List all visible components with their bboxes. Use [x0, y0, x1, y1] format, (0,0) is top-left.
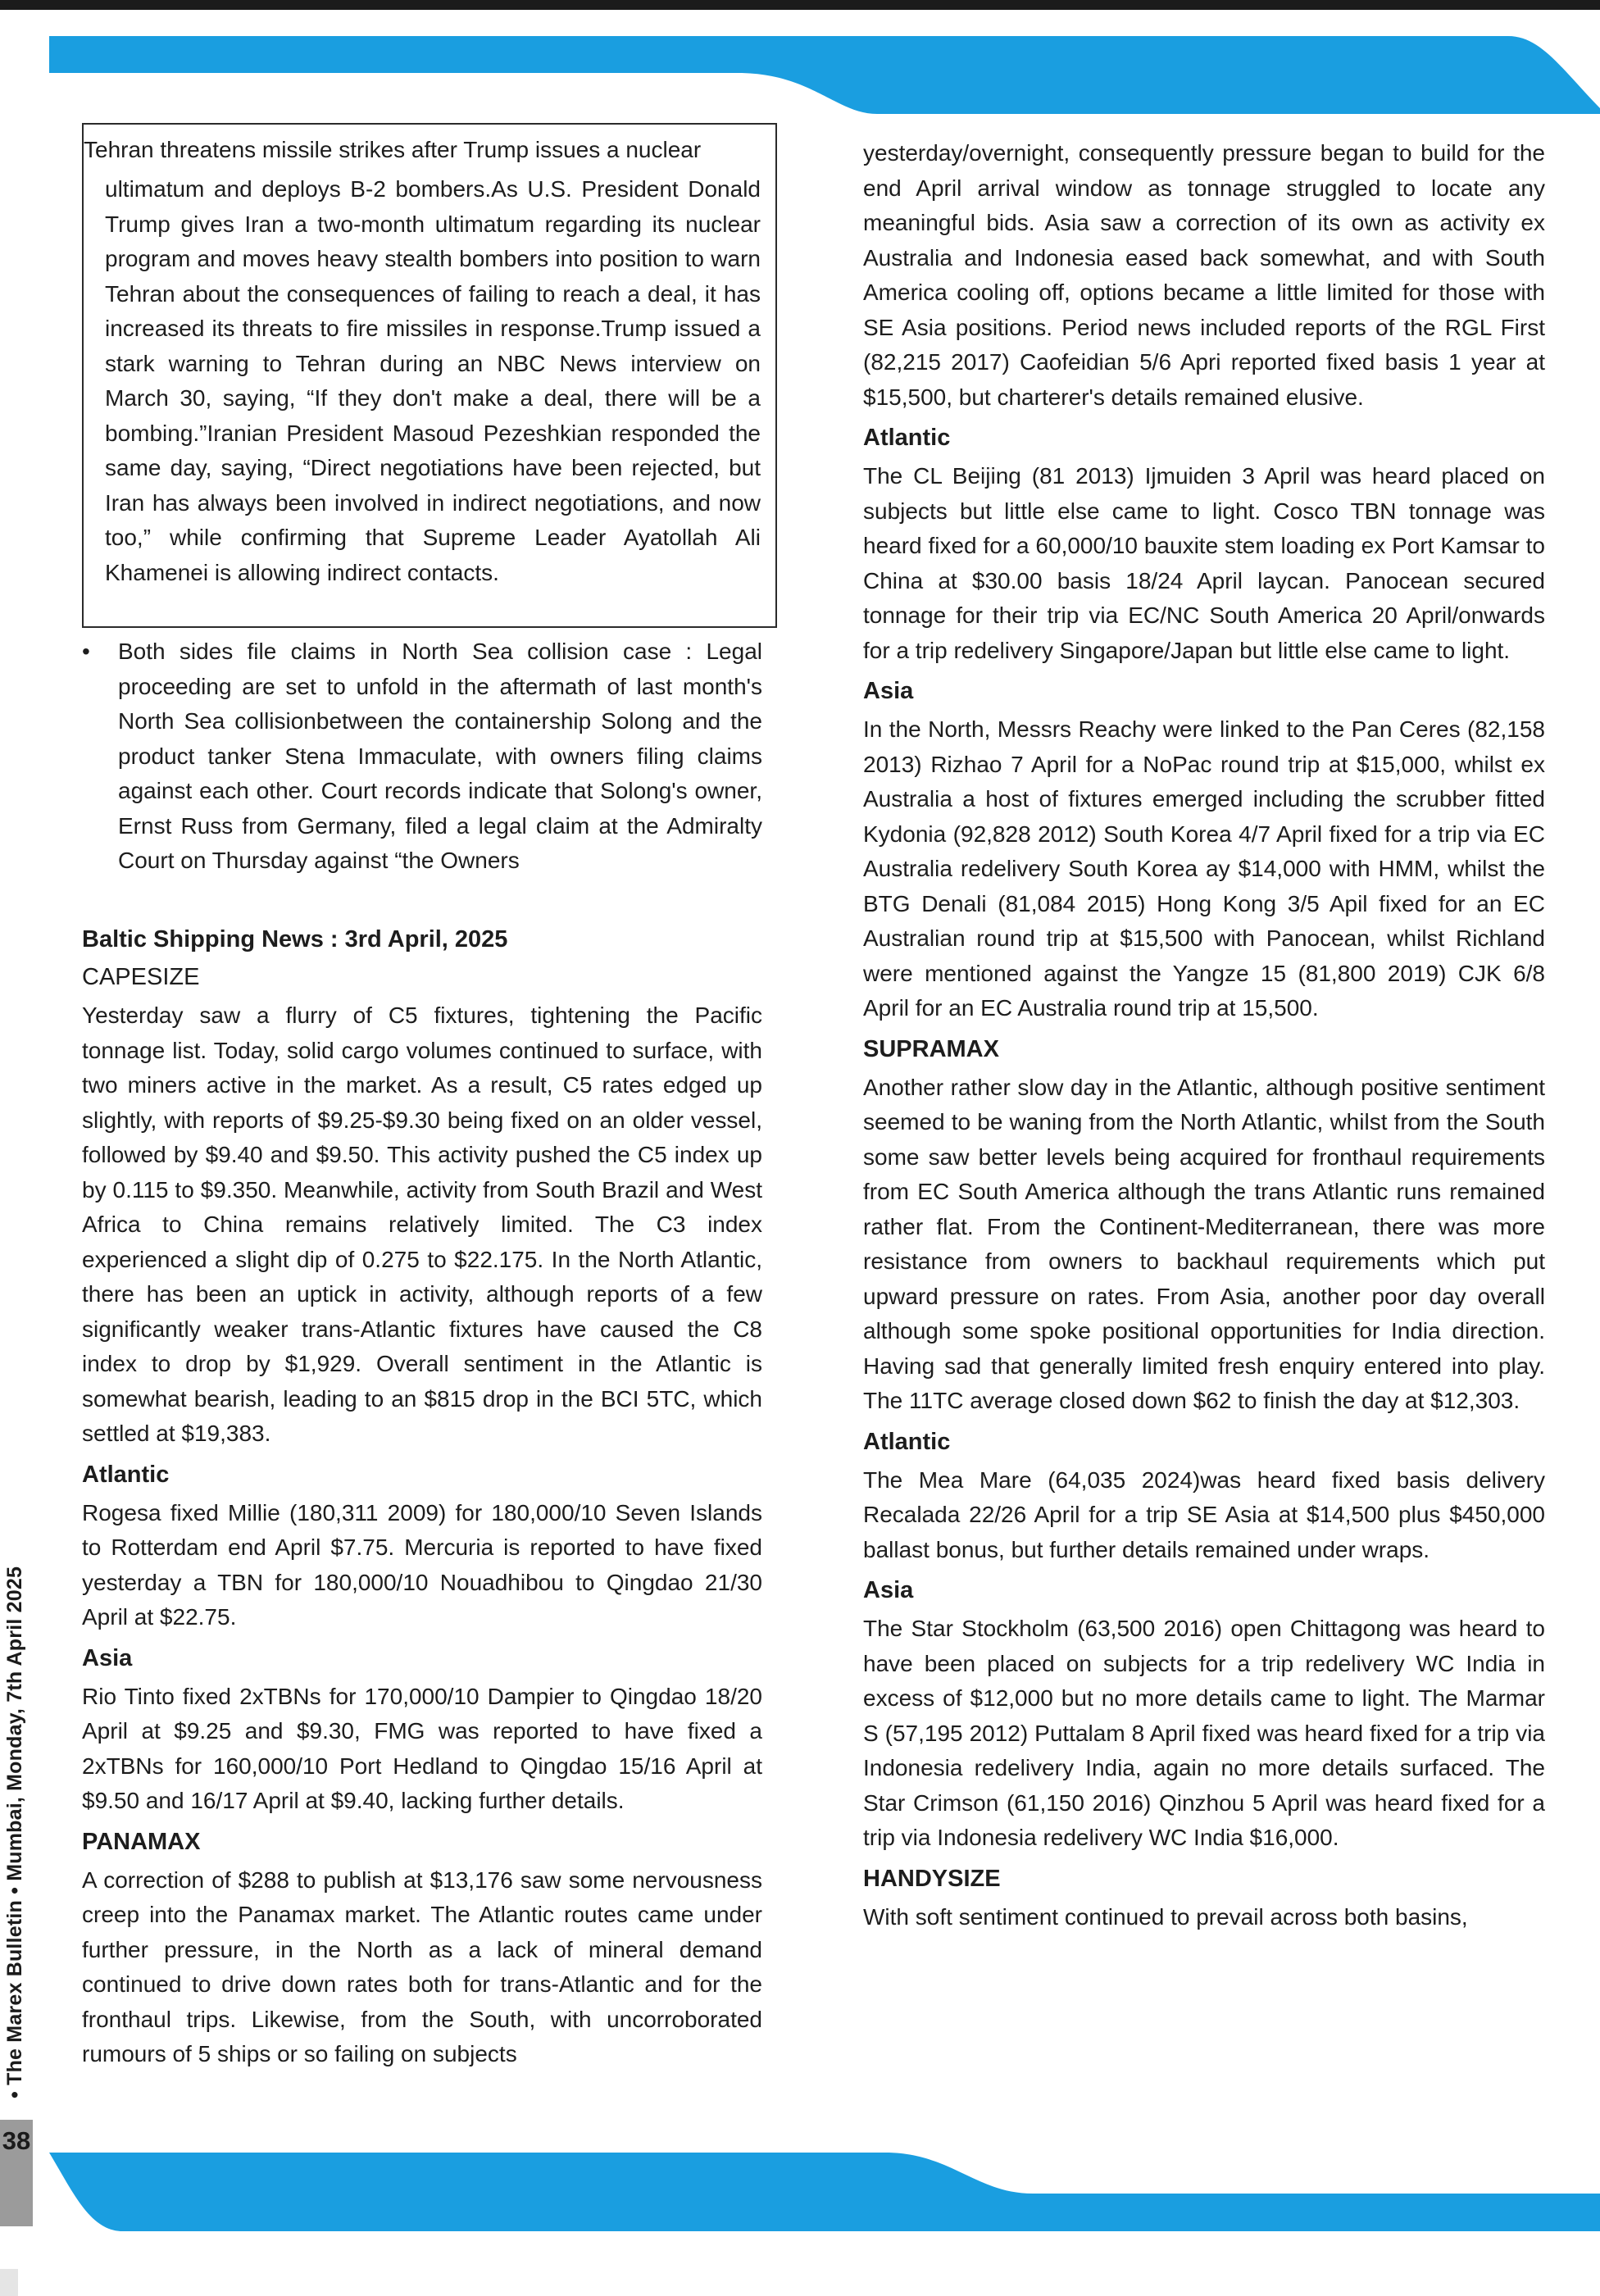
page-number: 38	[2, 2126, 31, 2155]
header-swoosh	[0, 36, 1600, 114]
bullet-news-collision	[82, 634, 762, 879]
footer-swoosh	[0, 2153, 1600, 2231]
header-swoosh-shape	[49, 36, 1600, 114]
handysize-text: With soft sentiment continued to prevail across both basins,	[863, 1903, 1468, 1930]
publication-side-label: • The Marex Bulletin • Mumbai, Monday, 7th April 2025	[3, 1566, 26, 2098]
right-asia-text: In the North, Messrs Reachy were linked to the Pan Ceres (82,158 2013) Rizhao 7 April for a NoPac round trip at $15,000, whilst ex Australia a host of fixtures emerged including the scrubber fitted Kydonia (92,828 2012) South Korea 4/7 April fixed for a trip via EC Australia redelivery South Korea ay $14,000 with HMM, whilst the BTG Denali (81,084 2015) Hong Kong 3/5 Apil fixed for an EC Australian round trip at $15,500 with Panocean, whilst Richland were mentioned against the Yangze 15 (81,800 2019) CJK 6/8 April for an EC Australia round trip at 15,500.	[863, 716, 1545, 1021]
asia-text: Rio Tinto fixed 2xTBNs for 170,000/10 Dampier to Qingdao 18/20 April at $9.25 and $9.30, FMG was reported to have fixed a 2xTBNs for 160,000/10 Port Hedland to Qingdao 15/16 April at $9.50 and 16/17 April at $9.40, lacking further details.	[82, 1683, 762, 1813]
panamax-heading: PANAMAX	[82, 1828, 201, 1855]
right-atlantic-text: The CL Beijing (81 2013) Ijmuiden 3 April was heard placed on subjects but little else came to light. Cosco TBN tonnage was heard fixed for a 60,000/10 bauxite stem loading ex Port Kamsar to China at $30.00 basis 18/24 April laycan. Panocean secured tonnage for their trip via EC/NC South America 20 April/onwards for a trip redelivery Singapore/Japan but little else came to light.	[863, 463, 1545, 663]
news-box-tehran	[82, 123, 777, 628]
top-bar	[0, 0, 1600, 10]
right-atlantic-heading: Atlantic	[863, 425, 951, 451]
corner-mark	[0, 2269, 18, 2296]
footer-swoosh-shape	[49, 2153, 1600, 2231]
bullet-icon: •	[82, 639, 90, 664]
supramax-atlantic-text: The Mea Mare (64,035 2024)was heard fixed basis delivery Recalada 22/26 April for a trip SE Asia at $14,500 plus $450,000 ballast bonus, but further details remained under wraps.	[863, 1466, 1545, 1562]
capesize-text: Yesterday saw a flurry of C5 fixtures, tightening the Pacific tonnage list. Today, solid cargo volumes continued to surface, with two miners active in the market. As a result, C5 rates edged up slightly, with reports of $9.25-$9.30 being fixed on an older vessel, followed by $9.40 and $9.50. This activity pushed the C5 index up by 0.115 to $9.350. Meanwhile, activity from South Brazil and West Africa to China remains relatively limited. The C3 index experienced a slight dip of 0.275 to $22.175. In the North Atlantic, there has been an uptick in activity, although reports of a few significantly weaker trans-Atlantic fixtures have caused the C8 index to drop by $1,929. Overall sentiment in the Atlantic is somewhat bearish, leading to an $815 drop in the BCI 5TC, which settled at $19,383.	[82, 1003, 762, 1446]
supramax-atlantic-heading: Atlantic	[863, 1428, 951, 1455]
bullet-item	[82, 634, 762, 879]
right-asia-heading: Asia	[863, 678, 914, 704]
box-body: ultimatum and deploys B-2 bombers.As U.S. President Donald Trump gives Iran a two-month ultimatum regarding its nuclear program and moves heavy stealth bombers into position to warn Tehran about the consequences of failing to reach a deal, it has increased its threats to fire missiles in response.Trump issued a stark warning to Tehran during an NBC News interview on March 30, saying, “If they don't make a deal, there will be a bombing.”Iranian President Masoud Pezeshkian responded the same day, saying, “Direct negotiations have been rejected, but Iran has always been involved in indirect negotiations, and now too,” while confirming that Supreme Leader Ayatollah Ali Khamenei is allowing indirect contacts.	[105, 176, 761, 585]
left-column-lower	[82, 916, 762, 2072]
panamax-continued-text: yesterday/overnight, consequently pressure began to build for the end April arrival window as tonnage struggled to locate any meaningful bids. Asia saw a correction of its own as activity ex Australia and Indonesia eased back somewhat, and with South America cooling off, options became a little limited for those with SE Asia positions. Period news included reports of the RGL First (82,215 2017) Caofeidian 5/6 Apri reported fixed basis 1 year at $15,500, but charterer's details remained elusive.	[863, 140, 1545, 410]
supramax-asia-text: The Star Stockholm (63,500 2016) open Chittagong was heard to have been placed on subjects for a trip redelivery WC India in excess of $12,000 but no more details came to light. The Marmar S (57,195 2012) Puttalam 8 April fixed was heard fixed for a trip via Indonesia redelivery India, again no more details surfaced. The Star Crimson (61,150 2016) Qinzhou 5 April was heard fixed for a trip via Indonesia redelivery WC India $16,000.	[863, 1616, 1545, 1850]
atlantic-heading: Atlantic	[82, 1461, 170, 1488]
box-first-line: Tehran threatens missile strikes after Trump issues a nuclear	[84, 137, 702, 162]
handysize-heading: HANDYSIZE	[863, 1865, 1001, 1892]
baltic-heading: Baltic Shipping News : 3rd April, 2025	[82, 926, 508, 952]
capesize-heading: CAPESIZE	[82, 964, 200, 990]
bullet-text: Both sides file claims in North Sea collision case : Legal proceeding are set to unfold in the aftermath of last month's North Sea collisionbetween the containership Solong and the product tanker Stena Immaculate, with owners filing claims against each other. Court records indicate that Solong's owner, Ernst Russ from Germany, filed a legal claim at the Admiralty Court on Thursday against “the Owners	[118, 639, 762, 873]
asia-heading: Asia	[82, 1644, 133, 1671]
atlantic-text: Rogesa fixed Millie (180,311 2009) for 180,000/10 Seven Islands to Rotterdam end April $7.75. Mercuria is reported to have fixed yesterday a TBN for 180,000/10 Nouadhibou to Qingdao 21/30 April at $22.75.	[82, 1499, 762, 1630]
supramax-text: Another rather slow day in the Atlantic, although positive sentiment seemed to be waning from the North Atlantic, whilst from the South some saw better levels being acquired for fronthaul requirements from EC South America although the trans Atlantic runs remained rather flat. From the Continent-Mediterranean, there was more resistance from owners to backhaul requirements which put upward pressure on rates. From Asia, another poor day overall although some spoke positional opportunities for India direction. Having sad that generally limited fresh enquiry entered into play. The 11TC average closed down $62 to finish the day at $12,303.	[863, 1074, 1545, 1413]
panamax-text: A correction of $288 to publish at $13,176 saw some nervousness creep into the Panamax market. The Atlantic routes came under further pressure, in the North as a lack of mineral demand continued to drive down rates both for trans-Atlantic and for the fronthaul trips. Likewise, from the South, with uncorroborated rumours of 5 ships or so failing on subjects	[82, 1866, 762, 2066]
supramax-heading: SUPRAMAX	[863, 1035, 999, 1062]
supramax-asia-heading: Asia	[863, 1577, 914, 1603]
right-column	[863, 136, 1545, 1935]
